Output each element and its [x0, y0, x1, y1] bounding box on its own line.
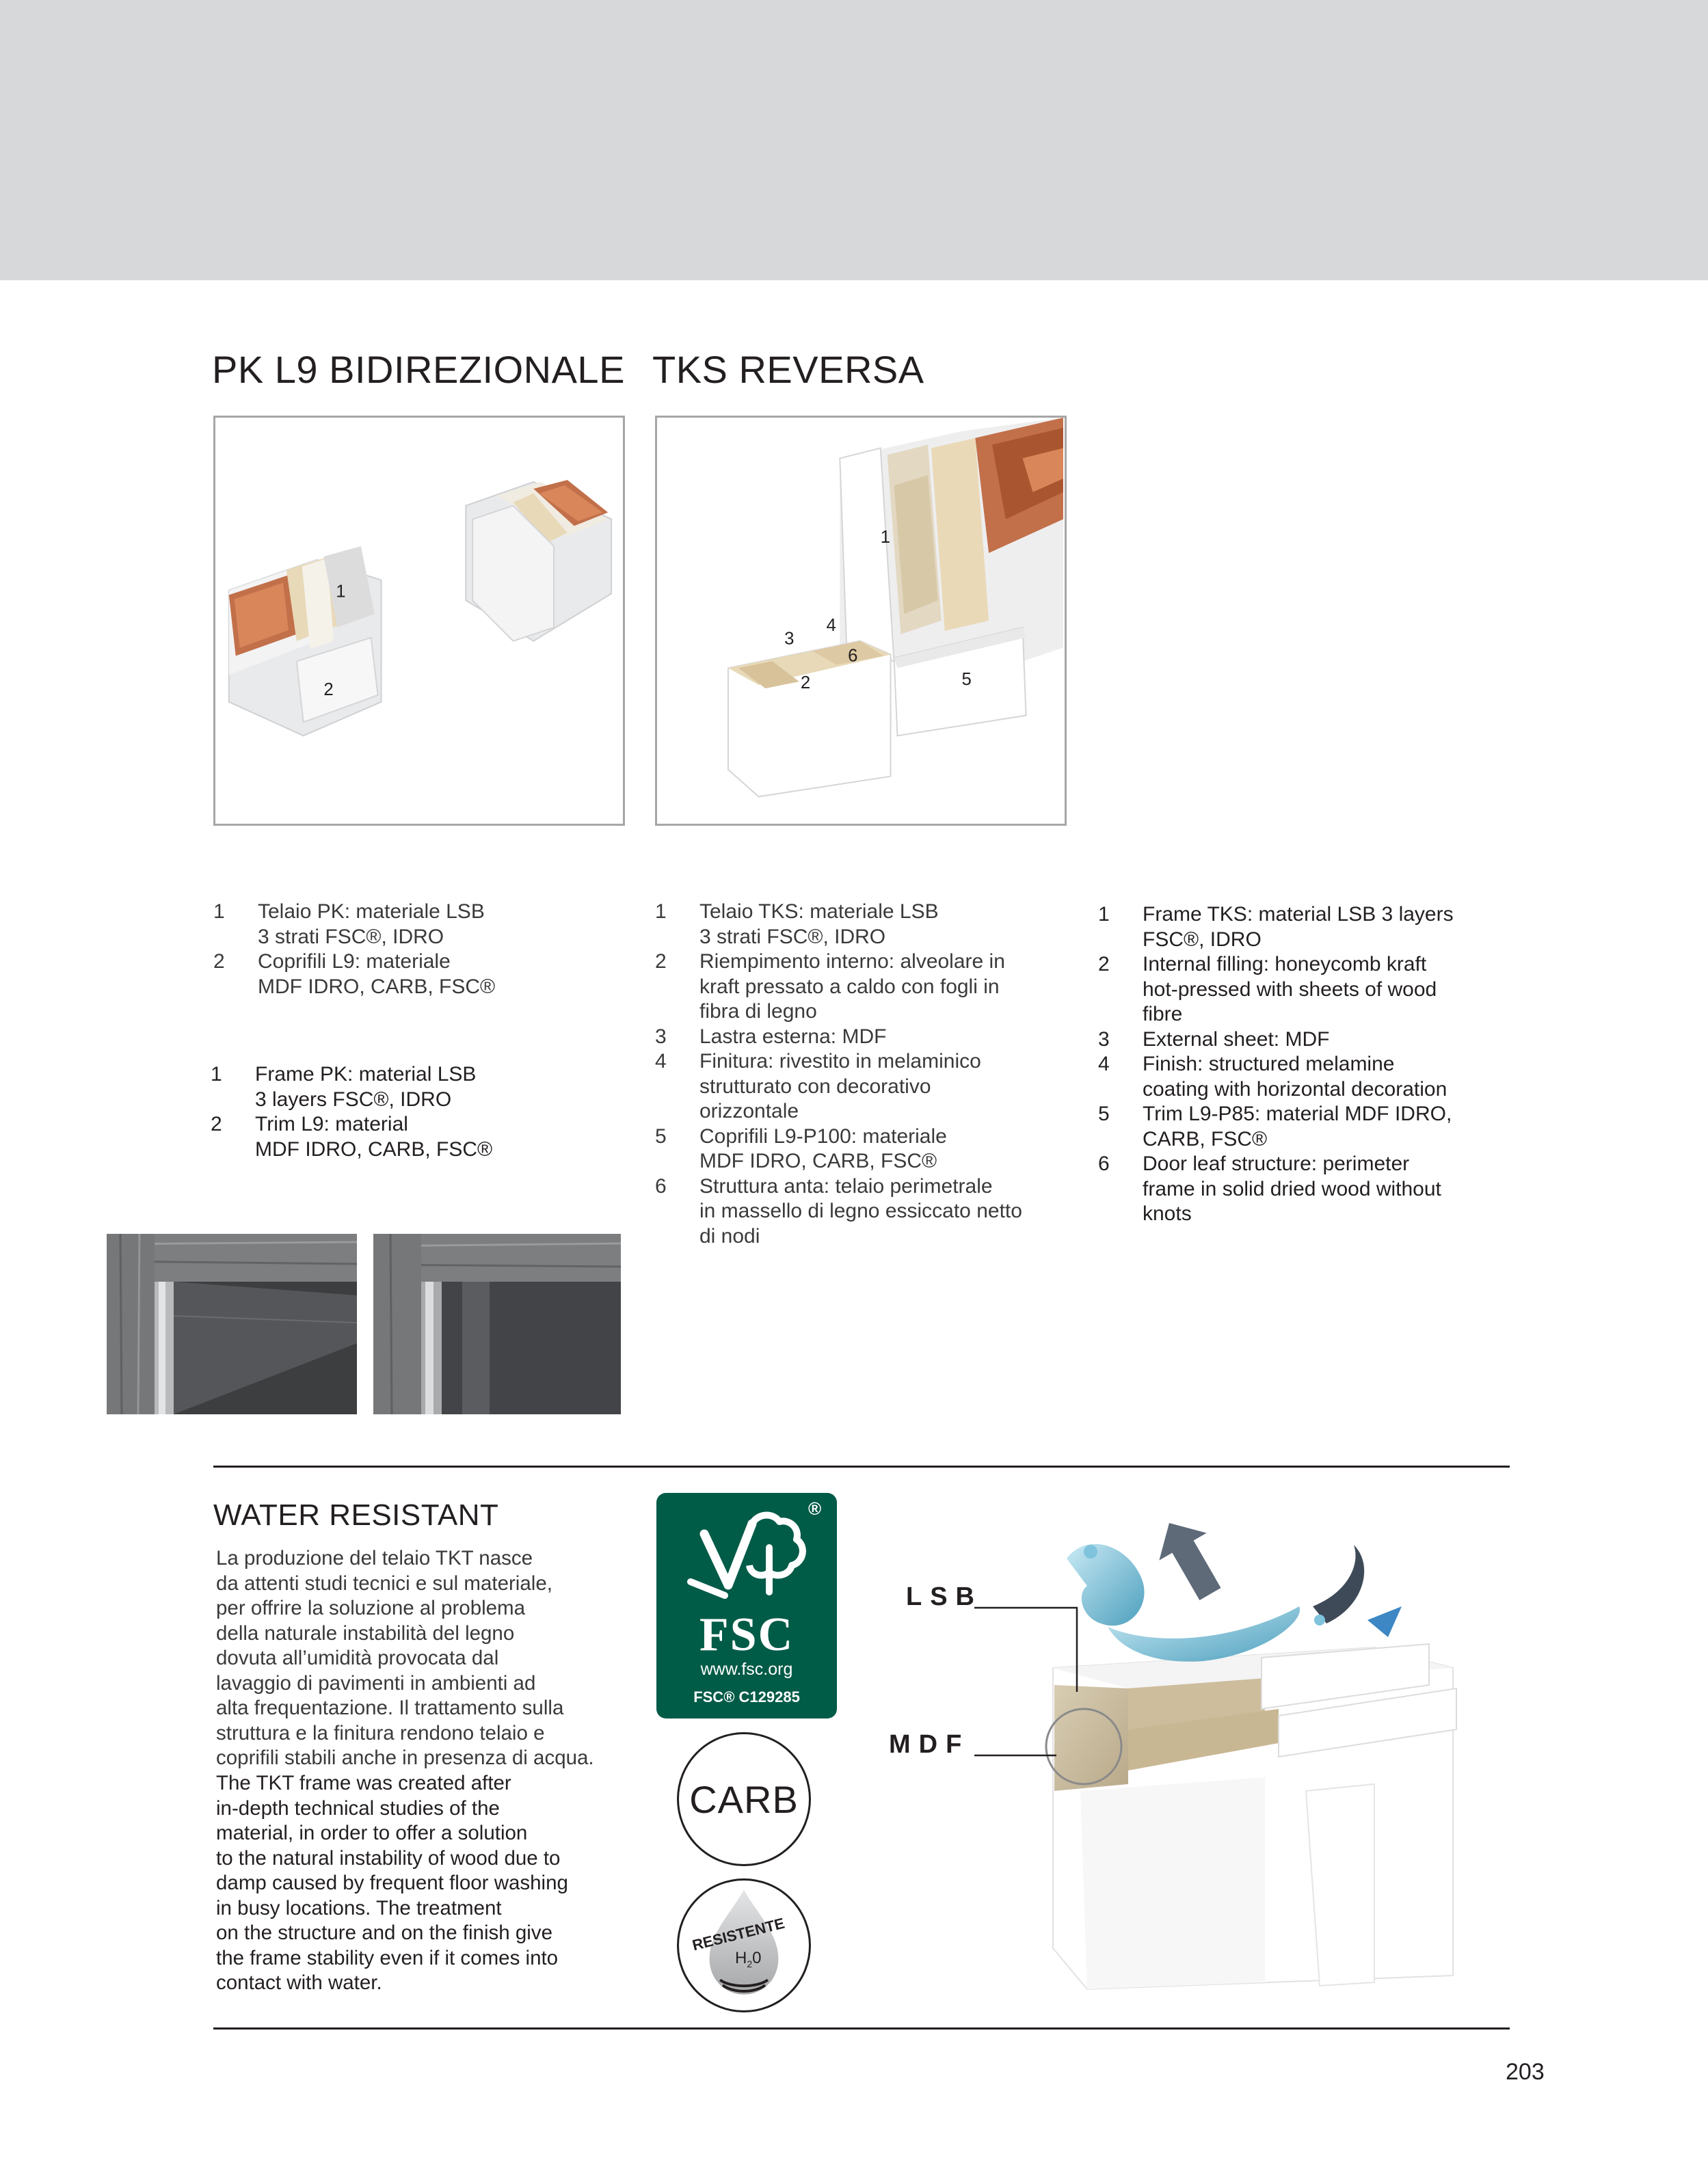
pk-list-it [213, 900, 596, 999]
lsb-mdf-diagram [882, 1504, 1511, 1996]
resistente-h2o-badge [677, 1878, 811, 2012]
water-text-it: La produzione del telaio TKT nasce da attenti studi tecnici e sul materiale, per offrire la soluzione al problema della naturale instabilità del legno dovuta all’umidità provocata dal lavaggio di pavimenti in ambienti ad alta frequentazione. Il trattamento sulla struttura e la finitura rendono telaio e coprifili stabili anche in presenza di acqua. [216, 1547, 594, 1769]
list-item: 1 Telaio PK: materiale LSB 3 strati FSC®, IDRO [213, 900, 485, 948]
pk-frame-illustration [215, 418, 623, 824]
pk-frame-diagram [213, 416, 625, 826]
list-item: 2 Coprifili L9: materiale MDF IDRO, CARB, FSC® [213, 950, 496, 998]
list-item: 1 Frame TKS: material LSB 3 layers FSC®, IDRO [1098, 903, 1454, 951]
tks-callout-5: 5 [961, 670, 972, 690]
list-item: 4 Finish: structured melamine coating with horizontal decoration [1098, 1053, 1447, 1101]
tks-callout-1: 1 [880, 528, 891, 548]
divider-top [213, 1466, 1510, 1468]
h2o-label: $H_20$ [735, 1949, 762, 1969]
tks-frame-diagram [655, 416, 1067, 826]
list-item: 3 External sheet: MDF [1098, 1027, 1330, 1051]
carb-badge [677, 1732, 811, 1866]
page-number: 203 [1506, 2059, 1545, 2085]
tks-callout-4: 4 [826, 615, 836, 635]
door-detail-photo-left [107, 1234, 357, 1414]
fsc-wordmark: FSC [699, 1608, 795, 1661]
tks-callout-6: 6 [848, 646, 858, 666]
list-item: 2 Internal filling: honeycomb kraft hot-pressed with sheets of wood fibre [1098, 953, 1437, 1025]
tks-callout-3: 3 [784, 629, 795, 649]
fsc-url: www.fsc.org [700, 1660, 793, 1679]
fsc-tree-icon [677, 1507, 820, 1609]
resistente-label: RESISTENTE [690, 1914, 786, 1954]
tks-list-en [1098, 902, 1522, 1227]
tks-list-it [655, 900, 1079, 1249]
pk-list-en [211, 1062, 593, 1162]
door-detail-photo-right [373, 1234, 621, 1414]
list-item: 5 Coprifili L9-P100: materiale MDF IDRO, CARB, FSC® [655, 1124, 947, 1172]
list-item: 3 Lastra esterna: MDF [655, 1025, 887, 1048]
tks-title: TKS REVERSA [652, 348, 924, 391]
pk-callout-2: 2 [323, 679, 334, 699]
water-text-en: The TKT frame was created after in-depth technical studies of the material, in order to offer a solution to the natural instability of wood due to damp caused by frequent floor washing in busy locations. The treatment on the structure and on the finish give the frame stability even if it comes into contact with water. [216, 1772, 568, 1994]
list-item: 6 Struttura anta: telaio perimetrale in massello di legno essiccato netto di nodi [655, 1174, 1022, 1248]
list-item: 1 Telaio TKS: materiale LSB 3 strati FSC®, IDRO [655, 900, 939, 948]
list-item: 5 Trim L9-P85: material MDF IDRO, CARB, FSC® [1098, 1103, 1452, 1150]
pk-callout-1: 1 [336, 582, 346, 602]
list-item: 6 Door leaf structure: perimeter frame in solid dried wood without knots [1098, 1152, 1441, 1225]
lsb-label: LSB [906, 1582, 983, 1611]
pk-title: PK L9 BIDIREZIONALE [212, 348, 625, 391]
carb-label: CARB [689, 1777, 799, 1821]
tks-frame-illustration [657, 418, 1065, 824]
divider-bottom [213, 2027, 1510, 2030]
fsc-logo [656, 1493, 837, 1718]
mdf-label: MDF [889, 1730, 970, 1759]
list-item: 2 Trim L9: material MDF IDRO, CARB, FSC® [211, 1113, 493, 1161]
list-item: 2 Riempimento interno: alveolare in kraft pressato a caldo con fogli in fibra di legno [655, 950, 1005, 1023]
tks-callout-2: 2 [800, 673, 811, 692]
fsc-registered-mark: ® [808, 1498, 822, 1519]
header-band [0, 0, 1708, 280]
list-item: 4 Finitura: rivestito in melaminico strutturato con decorativo orizzontale [655, 1050, 981, 1122]
list-item: 1 Frame PK: material LSB 3 layers FSC®, IDRO [211, 1063, 477, 1111]
water-resistant-title: WATER RESISTANT [213, 1498, 499, 1532]
fsc-code: FSC® C129285 [693, 1688, 800, 1706]
